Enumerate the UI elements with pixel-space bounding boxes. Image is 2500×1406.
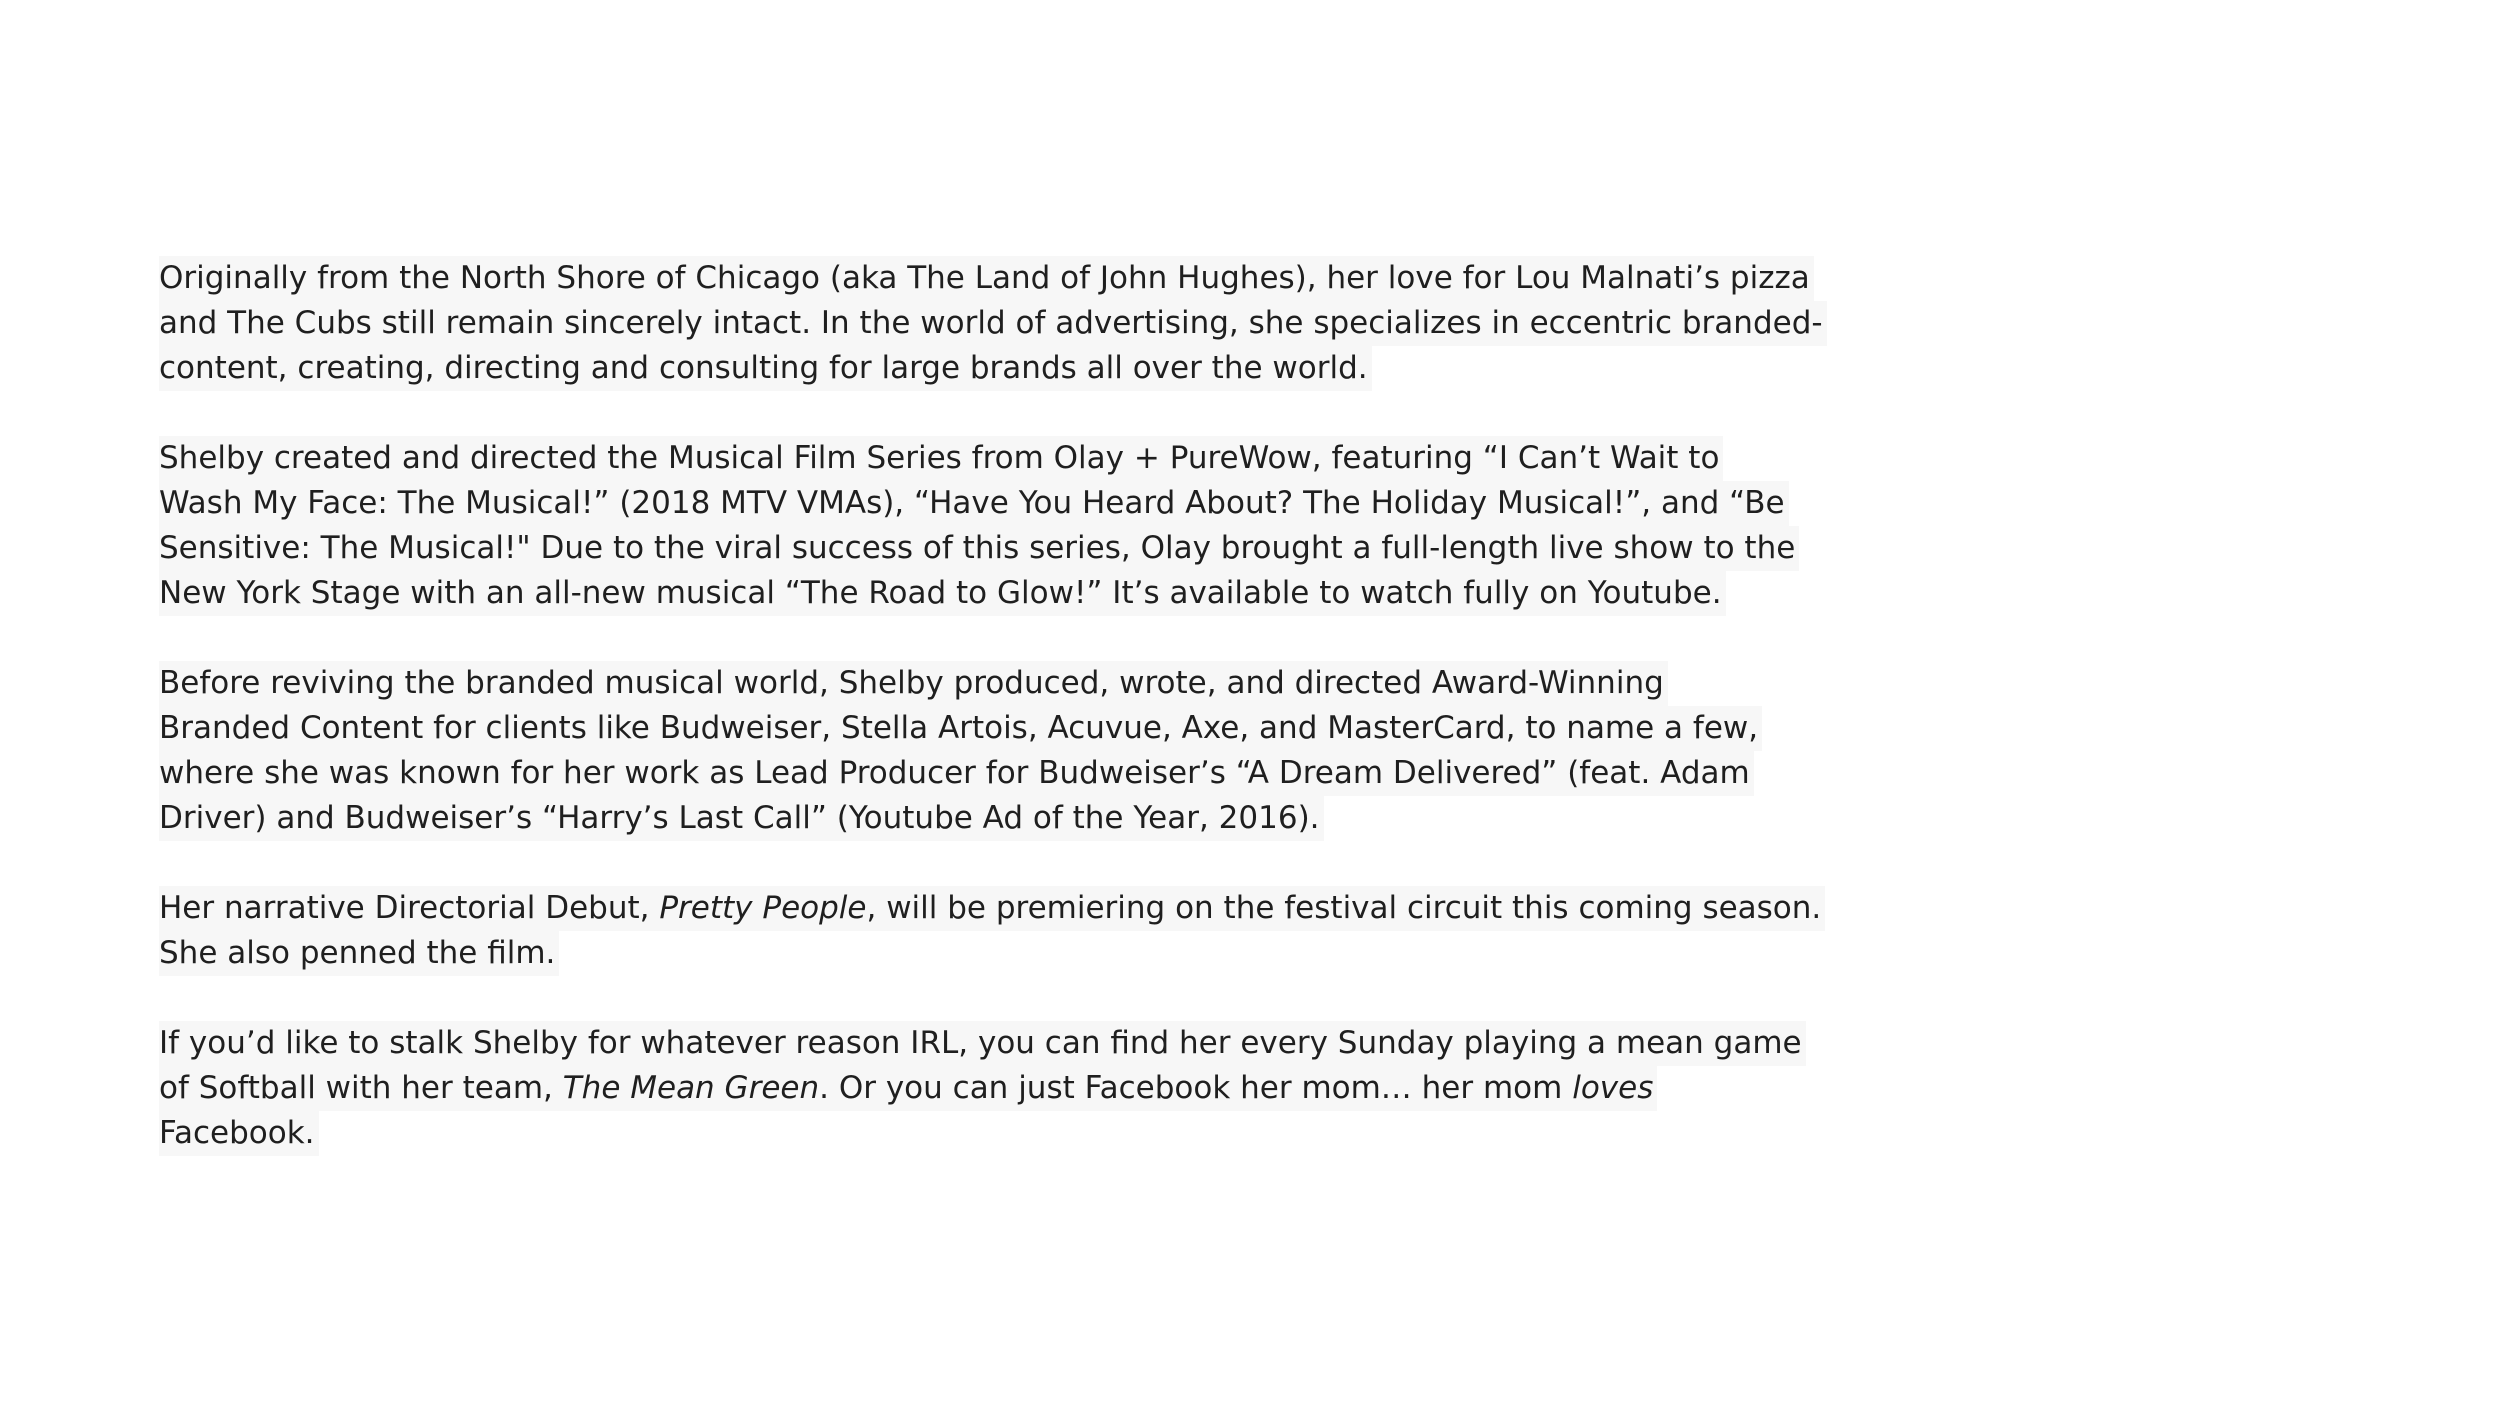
- paragraph-branded-content: [159, 661, 1759, 841]
- text-line: Shelby created and directed the Musical Film Series from Olay + PureWow, featuring “I Can’t Wait to: [159, 436, 1723, 481]
- text-line: [159, 1066, 1657, 1111]
- text-segment: of Softball with her team,: [159, 1070, 563, 1106]
- bio-text-block: [159, 256, 1823, 1201]
- film-title: Pretty People: [659, 890, 867, 926]
- text-line: Wash My Face: The Musical!” (2018 MTV VMAs), “Have You Heard About? The Holiday Musical!”, and “Be: [159, 481, 1789, 526]
- text-segment: Her narrative Directorial Debut,: [159, 890, 660, 926]
- paragraph-directorial-debut: [159, 886, 1822, 976]
- text-line: She also penned the film.: [159, 931, 559, 976]
- text-line: content, creating, directing and consulting for large brands all over the world.: [159, 346, 1372, 391]
- text-line: Sensitive: The Musical!" Due to the viral success of this series, Olay brought a full-length live show to the: [159, 526, 1799, 571]
- text-line: Driver) and Budweiser’s “Harry’s Last Call” (Youtube Ad of the Year, 2016).: [159, 796, 1324, 841]
- emphasis-loves: loves: [1572, 1070, 1654, 1106]
- text-line: and The Cubs still remain sincerely intact. In the world of advertising, she specializes in eccentric branded-: [159, 301, 1827, 346]
- paragraph-softball: [159, 1021, 1802, 1156]
- team-name: The Mean Green: [562, 1070, 820, 1106]
- text-line: Before reviving the branded musical world, Shelby produced, wrote, and directed Award-Winning: [159, 661, 1668, 706]
- text-line: Originally from the North Shore of Chicago (aka The Land of John Hughes), her love for Lou Malnati’s pizza: [159, 256, 1814, 301]
- paragraph-origin: [159, 256, 1823, 391]
- text-segment: , will be premiering on the festival circuit this coming season.: [866, 890, 1822, 926]
- text-line: [159, 886, 1825, 931]
- text-segment: . Or you can just Facebook her mom… her mom: [819, 1070, 1573, 1106]
- text-line: New York Stage with an all-new musical “The Road to Glow!” It’s available to watch fully on Youtube.: [159, 571, 1726, 616]
- text-line: Branded Content for clients like Budweiser, Stella Artois, Acuvue, Axe, and MasterCard, to name a few,: [159, 706, 1762, 751]
- text-line: where she was known for her work as Lead Producer for Budweiser’s “A Dream Delivered” (feat. Adam: [159, 751, 1754, 796]
- text-line: If you’d like to stalk Shelby for whatever reason IRL, you can find her every Sunday playing a mean game: [159, 1021, 1806, 1066]
- paragraph-musical-series: [159, 436, 1796, 616]
- text-line: Facebook.: [159, 1111, 319, 1156]
